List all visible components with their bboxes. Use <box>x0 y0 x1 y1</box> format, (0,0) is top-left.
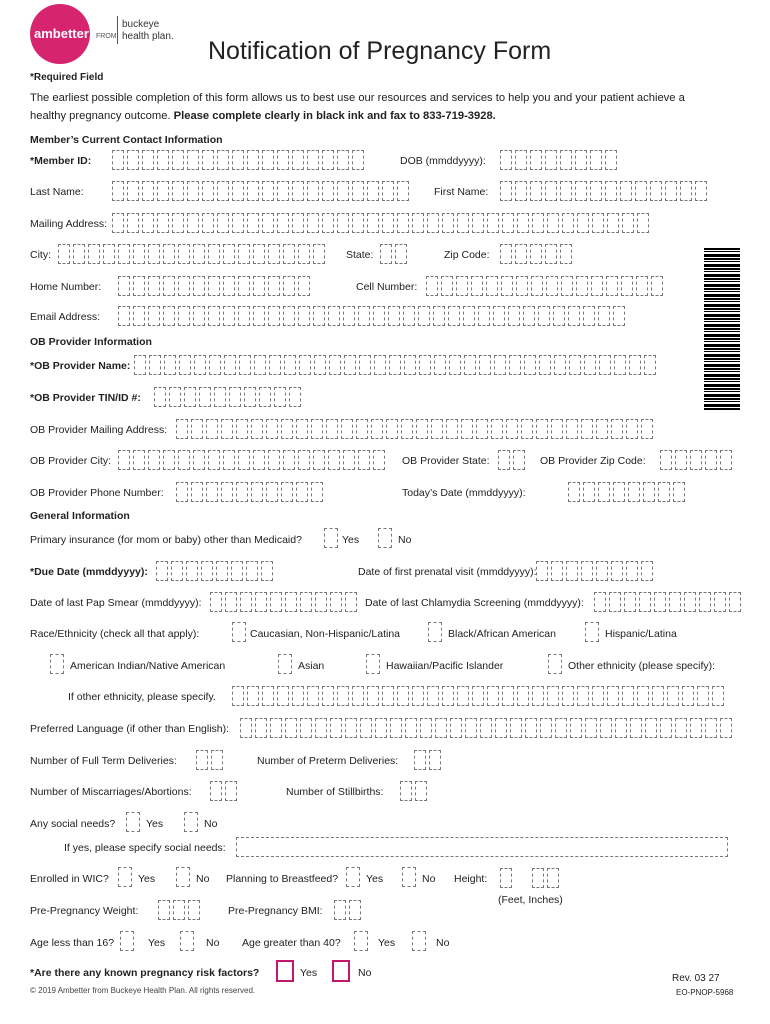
ob-mail-field[interactable] <box>176 419 656 439</box>
full-term-label: Number of Full Term Deliveries: <box>30 755 177 767</box>
race-label: Race/Ethnicity (check all that apply): <box>30 628 200 640</box>
social-no-checkbox[interactable] <box>184 812 198 832</box>
social-specify-field[interactable] <box>236 837 728 857</box>
language-label: Preferred Language (if other than English): <box>30 723 230 735</box>
preterm-label: Number of Preterm Deliveries: <box>257 755 399 767</box>
ambetter-logo <box>30 4 90 64</box>
from-label: FROM <box>96 33 117 40</box>
section-member: Member’s Current Contact Information <box>30 134 223 146</box>
age16-no-label: No <box>206 937 220 949</box>
social-yes-label: Yes <box>146 818 164 830</box>
miscarriages-label: Number of Miscarriages/Abortions: <box>30 786 192 798</box>
bmi-field[interactable] <box>334 900 364 920</box>
ob-name-field[interactable] <box>134 355 659 375</box>
other-eth-checkbox[interactable] <box>548 654 562 674</box>
ob-name-label: *OB Provider Name: <box>30 360 131 372</box>
intro-text: healthy pregnancy outcome. <box>30 110 174 122</box>
zip-field[interactable] <box>500 244 575 264</box>
mailing-field[interactable] <box>112 213 652 233</box>
breastfeed-yes-label: Yes <box>366 873 384 885</box>
chlamydia-label: Date of last Chlamydia Screening (mmddyyyy): <box>365 597 584 609</box>
ob-phone-label: OB Provider Phone Number: <box>30 487 164 499</box>
ob-city-field[interactable] <box>118 450 388 470</box>
logo-divider <box>117 16 118 44</box>
ob-tin-field[interactable] <box>154 387 304 407</box>
breastfeed-no-checkbox[interactable] <box>402 867 416 887</box>
hawaiian-label: Hawaiian/Pacific Islander <box>386 660 504 672</box>
hispanic-label: Hispanic/Latina <box>605 628 677 640</box>
risk-no-label: No <box>358 967 372 979</box>
city-field[interactable] <box>58 244 328 264</box>
age40-no-checkbox[interactable] <box>412 931 426 951</box>
full-term-field[interactable] <box>196 750 226 770</box>
native-checkbox[interactable] <box>50 654 64 674</box>
weight-field[interactable] <box>158 900 203 920</box>
if-other-label: If other ethnicity, please specify. <box>68 691 216 703</box>
pap-field[interactable] <box>210 592 360 612</box>
language-field[interactable] <box>240 718 735 738</box>
logo-text: ambetter <box>34 26 89 41</box>
today-field[interactable] <box>568 482 688 502</box>
age40-no-label: No <box>436 937 450 949</box>
section-ob: OB Provider Information <box>30 336 152 348</box>
ob-mail-label: OB Provider Mailing Address: <box>30 424 168 436</box>
black-checkbox[interactable] <box>428 622 442 642</box>
breastfeed-yes-checkbox[interactable] <box>346 867 360 887</box>
section-general: General Information <box>30 510 130 522</box>
black-label: Black/African American <box>448 628 556 640</box>
state-field[interactable] <box>380 244 410 264</box>
bmi-label: Pre-Pregnancy BMI: <box>228 905 323 917</box>
hispanic-checkbox[interactable] <box>585 622 599 642</box>
age40-label: Age greater than 40? <box>242 937 341 949</box>
stillbirths-label: Number of Stillbirths: <box>286 786 384 798</box>
social-yes-checkbox[interactable] <box>126 812 140 832</box>
risk-no-checkbox[interactable] <box>332 960 350 982</box>
city-label: City: <box>30 249 51 261</box>
pap-label: Date of last Pap Smear (mmddyyyy): <box>30 597 202 609</box>
age16-no-checkbox[interactable] <box>180 931 194 951</box>
partner-line1: buckeye <box>122 19 160 30</box>
breastfeed-label: Planning to Breastfeed? <box>226 873 339 885</box>
home-number-field[interactable] <box>118 276 313 296</box>
due-date-label: *Due Date (mmddyyyy): <box>30 566 148 578</box>
social-label: Any social needs? <box>30 818 116 830</box>
ob-zip-field[interactable] <box>660 450 735 470</box>
wic-label: Enrolled in WIC? <box>30 873 109 885</box>
cell-number-field[interactable] <box>426 276 666 296</box>
chlamydia-field[interactable] <box>594 592 744 612</box>
first-name-label: First Name: <box>434 186 489 198</box>
dob-field[interactable] <box>500 150 620 170</box>
feet-inches-label: (Feet, Inches) <box>498 894 563 906</box>
ob-state-label: OB Provider State: <box>402 455 490 467</box>
age16-yes-checkbox[interactable] <box>120 931 134 951</box>
intro-line-2 <box>30 110 496 123</box>
email-label: Email Address: <box>30 311 101 323</box>
form-code: EO-PNOP-5968 <box>676 988 734 997</box>
state-label: State: <box>346 249 374 261</box>
stillbirths-field[interactable] <box>400 781 430 801</box>
ob-city-label: OB Provider City: <box>30 455 112 467</box>
native-label: American Indian/Native American <box>70 660 226 672</box>
preterm-field[interactable] <box>414 750 444 770</box>
page-title: Notification of Pregnancy Form <box>208 37 552 65</box>
last-name-label: Last Name: <box>30 186 84 198</box>
intro-line-1: The earliest possible completion of this form allows us to best use our resources and services to help you and your patient achieve a <box>30 92 685 104</box>
partner-line2: health plan. <box>122 31 174 42</box>
age40-yes-checkbox[interactable] <box>354 931 368 951</box>
asian-label: Asian <box>298 660 325 672</box>
asian-checkbox[interactable] <box>278 654 292 674</box>
caucasian-label: Caucasian, Non-Hispanic/Latina <box>250 628 400 640</box>
risk-yes-checkbox[interactable] <box>276 960 294 982</box>
last-name-field[interactable] <box>112 181 412 201</box>
hawaiian-checkbox[interactable] <box>366 654 380 674</box>
revision: Rev. 03 27 <box>672 973 720 984</box>
wic-no-checkbox[interactable] <box>176 867 190 887</box>
first-prenatal-field[interactable] <box>536 561 656 581</box>
member-id-field[interactable] <box>112 150 367 170</box>
age16-label: Age less than 16? <box>30 937 115 949</box>
email-field[interactable] <box>118 306 628 326</box>
cell-number-label: Cell Number: <box>356 281 418 293</box>
wic-yes-label: Yes <box>138 873 156 885</box>
first-name-field[interactable] <box>500 181 710 201</box>
caucasian-checkbox[interactable] <box>232 622 246 642</box>
primary-ins-yes-label: Yes <box>342 534 360 546</box>
primary-ins-no-checkbox[interactable] <box>378 528 392 548</box>
home-number-label: Home Number: <box>30 281 102 293</box>
wic-yes-checkbox[interactable] <box>118 867 132 887</box>
member-id-label: *Member ID: <box>30 155 92 167</box>
risk-label: *Are there any known pregnancy risk factors? <box>30 967 260 979</box>
breastfeed-no-label: No <box>422 873 436 885</box>
first-prenatal-label: Date of first prenatal visit (mmddyyyy): <box>358 566 537 578</box>
zip-label: Zip Code: <box>444 249 490 261</box>
ob-phone-field[interactable] <box>176 482 326 502</box>
copyright: © 2019 Ambetter from Buckeye Health Plan. All rights reserved. <box>30 986 256 995</box>
wic-no-label: No <box>196 873 210 885</box>
height-inches-field[interactable] <box>532 868 562 888</box>
today-label: Today’s Date (mmddyyyy): <box>402 487 526 499</box>
age40-yes-label: Yes <box>378 937 396 949</box>
primary-ins-no-label: No <box>398 534 412 546</box>
miscarriages-field[interactable] <box>210 781 240 801</box>
risk-yes-label: Yes <box>300 967 318 979</box>
primary-ins-label: Primary insurance (for mom or baby) other than Medicaid? <box>30 534 302 546</box>
age16-yes-label: Yes <box>148 937 166 949</box>
other-eth-label: Other ethnicity (please specify): <box>568 660 716 672</box>
dob-label: DOB (mmddyyyy): <box>400 155 486 167</box>
ob-state-field[interactable] <box>498 450 528 470</box>
ob-zip-label: OB Provider Zip Code: <box>540 455 646 467</box>
barcode <box>704 248 740 410</box>
due-date-field[interactable] <box>156 561 276 581</box>
weight-label: Pre-Pregnancy Weight: <box>30 905 139 917</box>
required-note: *Required Field <box>30 72 104 83</box>
mailing-label: Mailing Address: <box>30 218 108 230</box>
primary-ins-yes-checkbox[interactable] <box>324 528 338 548</box>
height-label: Height: <box>454 873 488 885</box>
fax-instructions: Please complete clearly in black ink and fax to 833-719-3928. <box>173 110 496 122</box>
if-other-field[interactable] <box>232 686 727 706</box>
social-specify-label: If yes, please specify social needs: <box>64 842 226 854</box>
height-feet-field[interactable] <box>500 868 515 888</box>
social-no-label: No <box>204 818 218 830</box>
ob-tin-label: *OB Provider TIN/ID #: <box>30 392 141 404</box>
